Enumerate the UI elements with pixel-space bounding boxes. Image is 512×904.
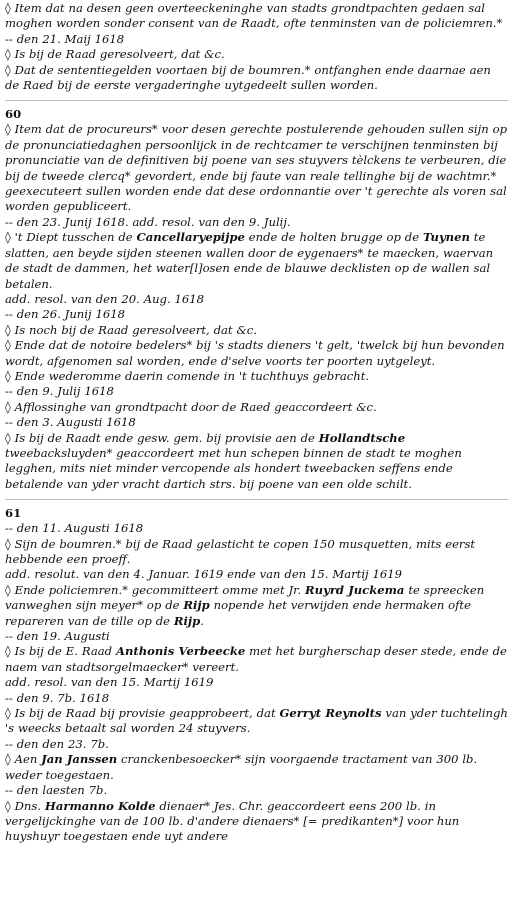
text-run: -- den den 23. 7b.: [5, 736, 109, 751]
text-line: [5, 567, 508, 582]
text-line: [5, 521, 508, 536]
text-line: [5, 307, 508, 322]
text-run: add. resol. van den 20. Aug. 1618: [5, 291, 205, 306]
text-line: [5, 122, 508, 214]
text-line: [5, 629, 508, 644]
text-run: ◊ Is bij de Raad geresolveert, dat &c.: [5, 47, 225, 62]
text-run: met het burgherschap deser stede, ende de naem van stadtsorgelmaecker* vereert.: [5, 644, 507, 674]
text-run: ◊ Is noch bij de Raad geresolveert, dat &c.: [5, 322, 257, 337]
text-run: te slatten, aen beyde sijden steenen wallen door de eygenaers* te maecken, waervan de stadt de dammen, het water[l]osen ende de blauwe decklisten op de wallen sal betalen.: [5, 230, 494, 291]
emphasized-name: Rijp: [183, 598, 210, 613]
section-divider: [5, 100, 508, 101]
emphasized-name: Gerryt Reynolts: [279, 706, 382, 721]
text-line: [5, 400, 508, 415]
text-run: ◊ Dat de sententiegelden voortaen bij de boumren.* ontfanghen ende daarnae aen de Raed bij de eerste vergaderinghe uytgedeelt sullen worden.: [5, 62, 491, 93]
text-run: ◊ Ende policiemren.* gecommitteert omme met Jr.: [5, 582, 306, 597]
text-run: -- den 26. Junij 1618: [5, 307, 125, 322]
text-run: ◊ Afflossinghe van grondtpacht door de Raed geaccordeert &c.: [5, 399, 377, 414]
text-run: cranckenbesoecker* sijn voorgaende tractament van 300 lb. weder toegestaen.: [5, 752, 478, 782]
text-line: [5, 583, 508, 629]
text-line: [5, 644, 508, 675]
emphasized-name: Harmanno Kolde: [44, 798, 156, 813]
text-line: [5, 338, 508, 369]
text-line: [5, 369, 508, 384]
text-run: ◊ Ende wederomme daerin comende in 't tuchthuys gebracht.: [5, 368, 370, 383]
text-run: van yder tuchtelingh 's weecks betaalt sal worden 24 stuyvers.: [5, 706, 508, 736]
text-line: [5, 1, 508, 32]
text-run: -- den 23. Junij 1618. add. resol. van den 9. Julij.: [5, 214, 291, 229]
text-line: [5, 737, 508, 752]
emphasized-name: Ruyrd Juckema: [305, 582, 405, 597]
text-run: -- den 9. 7b. 1618: [5, 690, 110, 705]
text-line: [5, 230, 508, 292]
emphasized-name: Rijp: [173, 613, 201, 628]
text-run: tweebacksluyden* geaccordeert met hun schepen binnen de stadt te moghen legghen, mits niet minder vercopende als hondert tweebacken seffens ende betalende van yder vracht dartich strs. bij poene van een olde schilt.: [5, 445, 462, 491]
text-line: [5, 32, 508, 47]
text-run: -- den 21. Maij 1618: [5, 31, 125, 46]
text-line: [5, 292, 508, 307]
text-line: [5, 63, 508, 94]
text-run: ◊ Is bij de E. Raad: [5, 644, 116, 659]
section-number: 60: [5, 107, 22, 122]
text-run: ◊ Aen: [5, 752, 42, 767]
text-run: ◊ Item dat na desen geen overteeckeninghe van stadts grondtpachten gedaen sal moghen worden sonder consent van de Raadt, ofte tenminsten van de policiemren.*: [5, 1, 503, 31]
text-run: ◊ Dns.: [5, 798, 45, 813]
text-line: [5, 783, 508, 798]
text-run: -- den laesten 7b.: [5, 783, 108, 798]
text-line: [5, 675, 508, 690]
text-run: add. resolut. van den 4. Januar. 1619 ende van den 15. Martij 1619: [5, 567, 403, 582]
text-line: [5, 706, 508, 737]
text-line: [5, 752, 508, 783]
text-line: [5, 384, 508, 399]
emphasized-name: Cancellaryepijpe: [136, 230, 245, 245]
text-line: [5, 691, 508, 706]
document-section: [5, 106, 508, 492]
emphasized-name: Hollandtsche: [318, 430, 406, 445]
text-run: nopende het verwijden ende hermaken ofte repareren van de tille op de: [5, 598, 471, 628]
text-line: [5, 799, 508, 845]
text-run: -- den 19. Augusti: [5, 629, 110, 644]
text-line: [5, 415, 508, 430]
text-run: ◊ Item dat de procureurs* voor desen gerechte postulerende gehouden sullen sijn op de pronunciatiedaghen persoonlijck in de rechtcamer te verschijnen tenminsten bij pronunciatie van de definitiven bij poene van ses stuyvers tèlckens te verbeuren, die bij de tweede clercq* gevordert, ende bij faute van reale tellinghe bij de wachtmr.* geexecuteert sullen worden ende dat dese ordonnantie over 't gerechte als voren sal worden gepubliceert.: [5, 122, 507, 214]
text-run: ◊ Ende dat de notoire bedelers* bij 's stadts dieners 't gelt, 'twelck bij hun bevonden wordt, afgenomen sal worden, ende d'selve voorts ter poorten uytgeleyt.: [5, 338, 505, 368]
emphasized-name: Jan Janssen: [41, 752, 118, 767]
text-line: [5, 431, 508, 493]
text-run: add. resol. van den 15. Martij 1619: [5, 675, 214, 690]
emphasized-name: Tuynen: [422, 230, 470, 245]
section-number: 61: [5, 506, 22, 521]
text-run: -- den 9. Julij 1618: [5, 384, 114, 399]
document-section: [5, 1, 508, 93]
text-run: -- den 11. Augusti 1618: [5, 521, 144, 536]
text-run: te spreecken vanweghen sijn meyer* op de: [5, 582, 485, 613]
text-run: -- den 3. Augusti 1618: [5, 415, 136, 430]
text-run: ◊ Sijn de boumren.* bij de Raad gelasticht te copen 150 musquetten, mits eerst hebbende een proeff.: [5, 536, 476, 566]
text-line: [5, 323, 508, 338]
text-run: ◊ 't Diept tusschen de: [5, 230, 137, 245]
text-line: [5, 215, 508, 230]
emphasized-name: Anthonis Verbeecke: [115, 644, 246, 659]
text-line: [5, 537, 508, 568]
document-section: [5, 505, 508, 845]
text-run: dienaer* Jes. Chr. geaccordeert eens 200 lb. in vergelijckinghe van de 100 lb. d'andere dienaers* [= predikanten*] voor hun huyshuyr toegestaen ende uyt andere: [5, 798, 460, 844]
text-run: ◊ Is bij de Raad bij provisie geapprobeert, dat: [5, 706, 280, 721]
text-run: .: [200, 613, 204, 628]
text-line: [5, 47, 508, 62]
text-run: ◊ Is bij de Raadt ende gesw. gem. bij provisie aen de: [5, 430, 319, 445]
text-run: ende de holten brugge op de: [244, 230, 423, 245]
section-divider: [5, 499, 508, 500]
